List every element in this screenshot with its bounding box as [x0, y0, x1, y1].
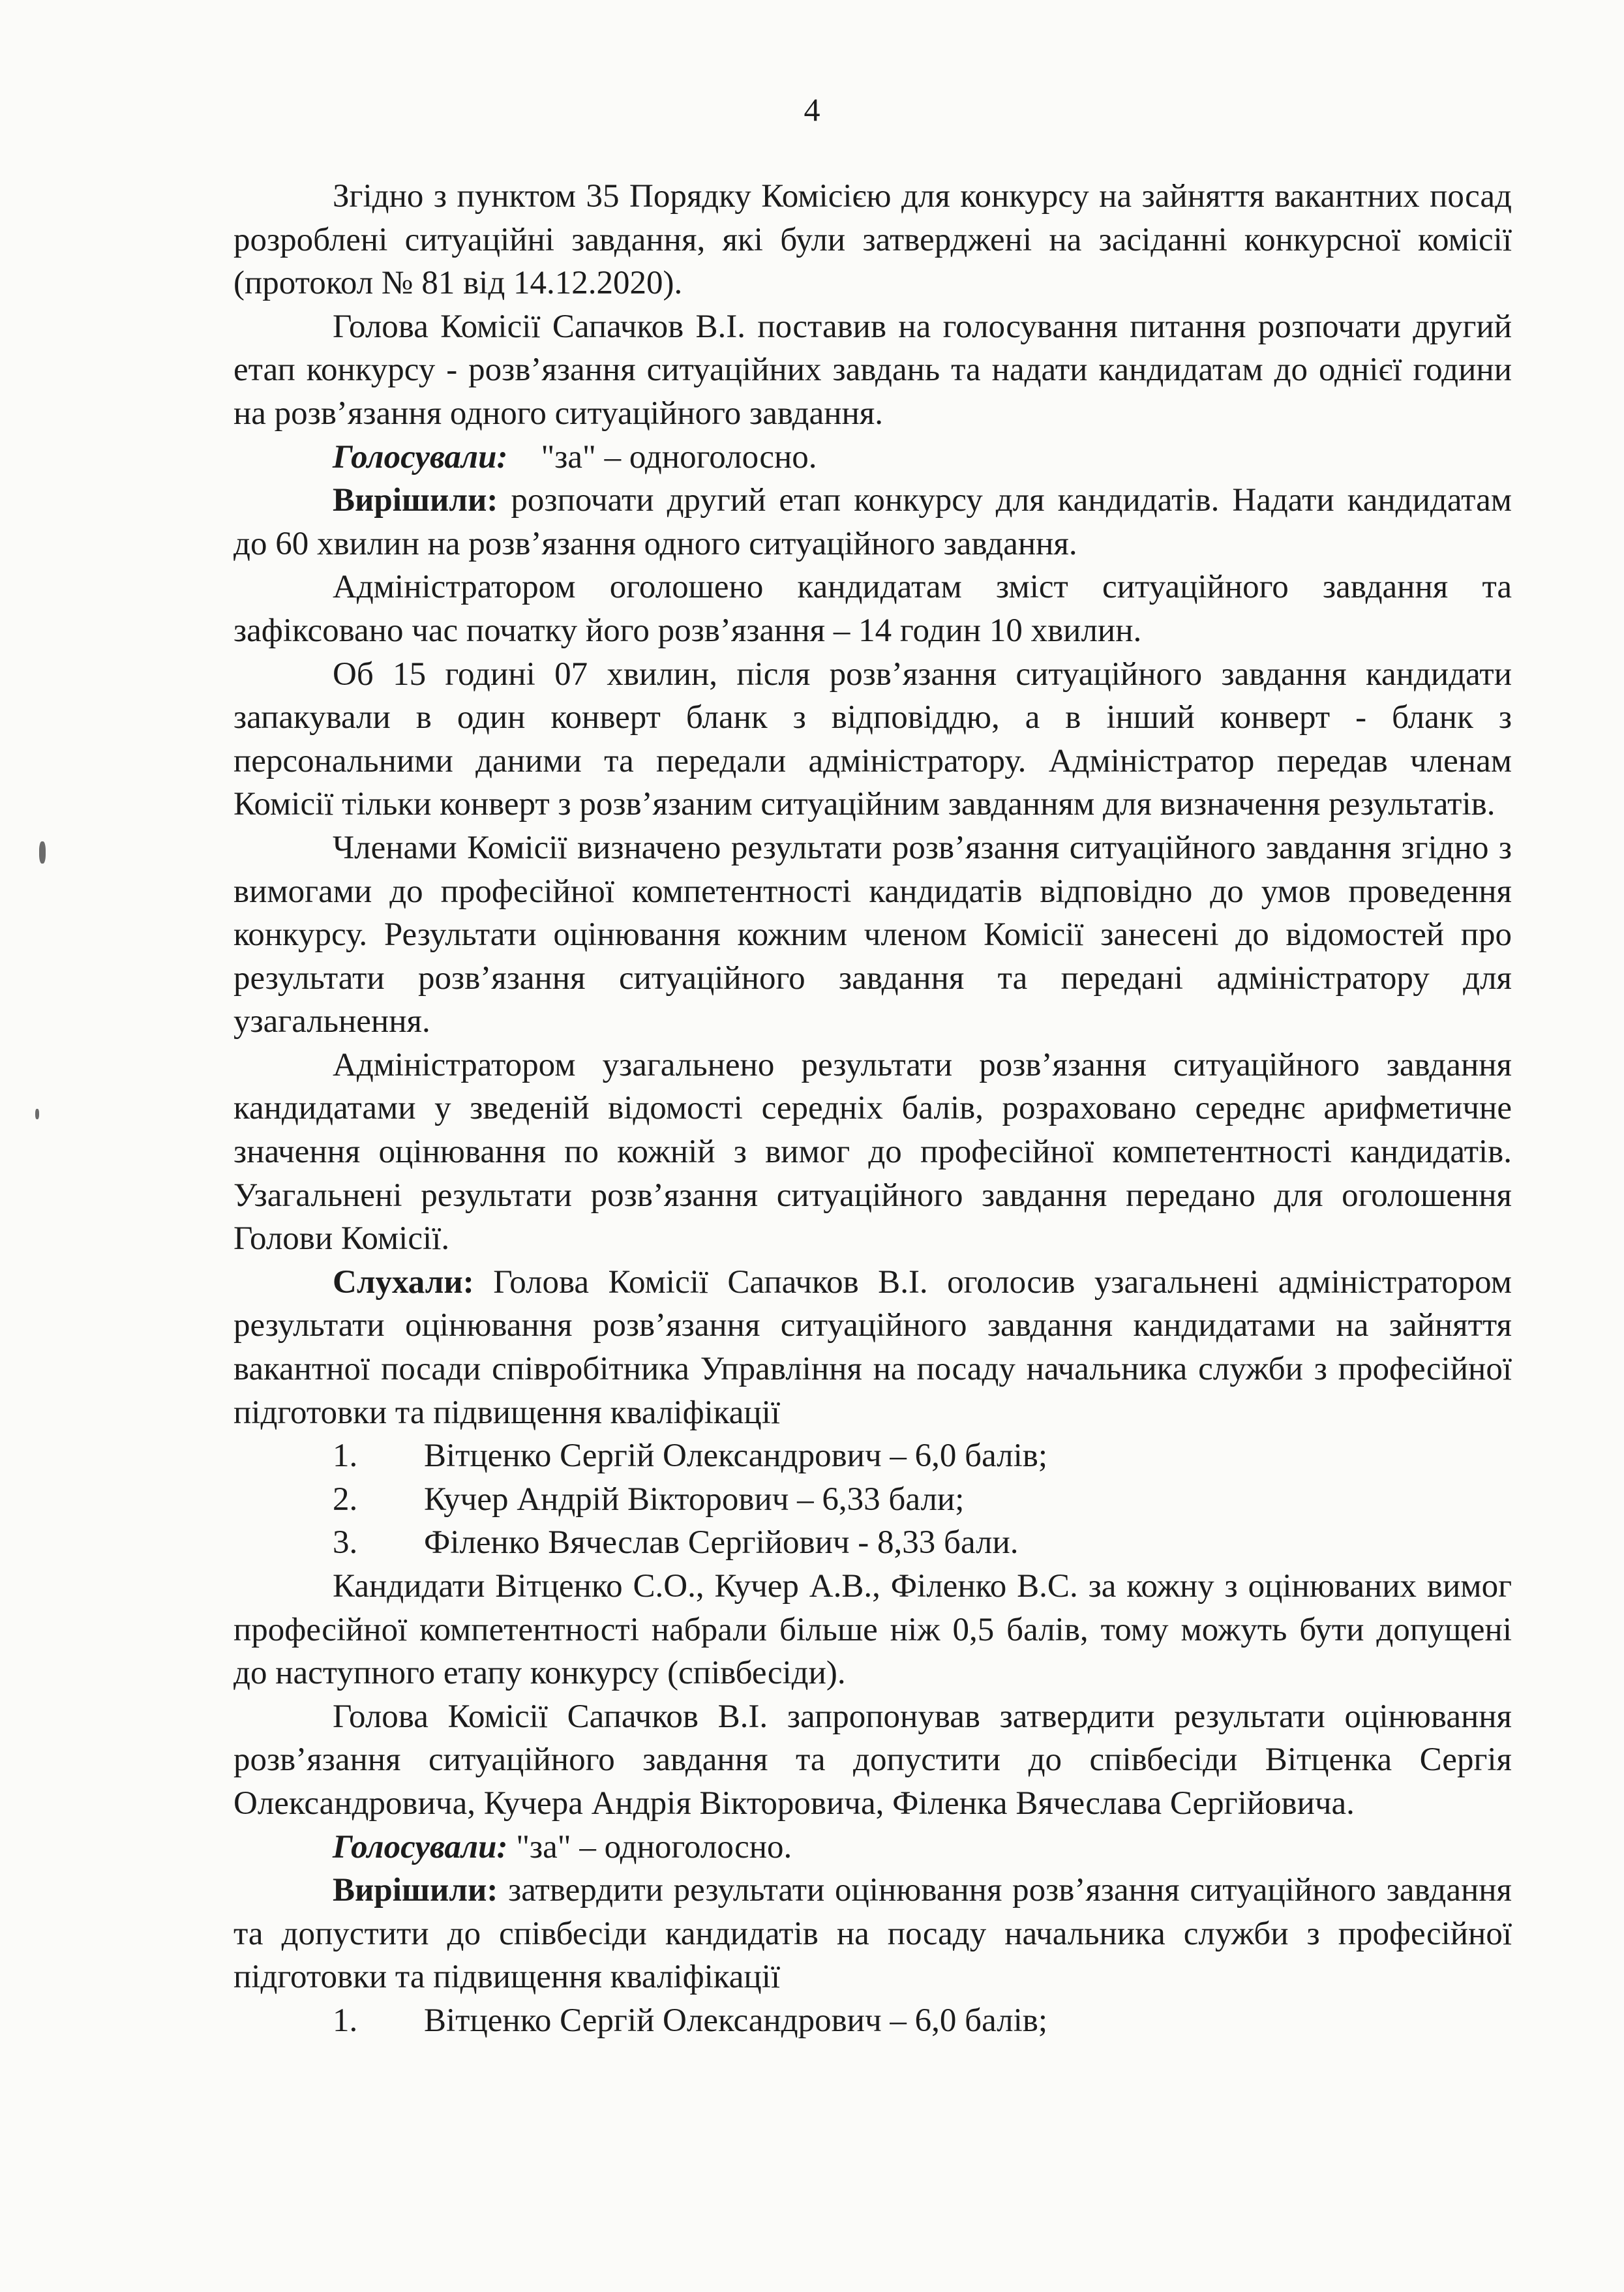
list-text: Кучер Андрій Вікторович – 6,33 бали; [424, 1481, 965, 1518]
decision-label: Вирішили: [333, 1872, 498, 1909]
list-text: Філенко Вячеслав Сергійович - 8,33 бали. [424, 1524, 1019, 1561]
paragraph: Голова Комісії Сапачков В.І. поставив на голосування питання розпочати другий етап конкурсу - розв’язання ситуаційних завдань та надати кандидатам до однієї години на розв’язання одного ситуаційного завдання. [233, 308, 1512, 432]
vote-text: "за" – одноголосно. [516, 1828, 792, 1865]
decision-label: Вирішили: [333, 482, 498, 519]
list-item [233, 1521, 1512, 1565]
scan-mark [39, 841, 46, 864]
paragraph: Згідно з пунктом 35 Порядку Комісією для конкурсу на зайняття вакантних посад розроблені ситуаційні завдання, які були затверджені на засіданні конкурсної комісії (протокол № 81 від 14.12.2020). [233, 178, 1512, 302]
paragraph: Адміністратором узагальнено результати розв’язання ситуаційного завдання кандидатами у зведеній відомості середніх балів, розраховано середнє арифметичне значення оцінювання по кожній з вимог до професійної компетентності кандидатів. Узагальнені результати розв’язання ситуаційного завдання передано для оголошення Голови Комісії. [233, 1046, 1512, 1258]
list-text: Вітценко Сергій Олександрович – 6,0 балів; [424, 1438, 1048, 1475]
heard-label: Слухали: [333, 1263, 474, 1301]
paragraph: Адміністратором оголошено кандидатам зміст ситуаційного завдання та зафіксовано час початку його розв’язання – 14 годин 10 хвилин. [233, 569, 1512, 649]
vote-label: Голосували: [333, 1828, 508, 1865]
list-number: 2. [333, 1481, 358, 1518]
decision-text: розпочати другий етап конкурсу для кандидатів. Надати кандидатам до 60 хвилин на розв’язання одного ситуаційного завдання. [233, 482, 1512, 562]
decision-text: затвердити результати оцінювання розв’язання ситуаційного завдання та допустити до співбесіди кандидатів на посаду начальника служби з професійної підготовки та підвищення кваліфікації [233, 1872, 1512, 1996]
paragraph: Об 15 годині 07 хвилин, після розв’язання ситуаційного завдання кандидати запакували в один конверт бланк з відповіддю, а в інший конверт - бланк з персональними даними та передали адміністратору. Адміністратор передав членам Комісії тільки конверт з розв’язаним ситуаційним завданням для визначення результатів. [233, 656, 1512, 823]
list-item [233, 1999, 1512, 2043]
list-number: 1. [333, 1438, 358, 1475]
list-text: Вітценко Сергій Олександрович – 6,0 балів; [424, 2002, 1048, 2039]
vote-paragraph [233, 436, 1512, 479]
list-number: 1. [333, 2002, 358, 2039]
list-item [233, 1434, 1512, 1478]
vote-text: "за" – одноголосно. [541, 438, 817, 475]
vote-paragraph [233, 1826, 1512, 1869]
admitted-list [233, 1999, 1512, 2043]
paragraph: Членами Комісії визначено результати розв’язання ситуаційного завдання згідно з вимогами до професійної компетентності кандидатів відповідно до умов проведення конкурсу. Результати оцінювання кожним членом Комісії занесені до відомостей про результати розв’язання ситуаційного завдання та передані адміністратору для узагальнення. [233, 829, 1512, 1040]
document-body [233, 175, 1512, 2043]
decision-paragraph [233, 1869, 1512, 1999]
results-list [233, 1434, 1512, 1565]
paragraph: Голова Комісії Сапачков В.І. запропонував затвердити результати оцінювання розв’язання ситуаційного завдання та допустити до співбесіди Вітценка Сергія Олександровича, Кучера Андрія Вікторовича, Філенка Вячеслава Сергійовича. [233, 1698, 1512, 1822]
heard-paragraph [233, 1261, 1512, 1434]
vote-label: Голосували: [333, 438, 508, 475]
scan-mark [35, 1109, 39, 1119]
decision-paragraph [233, 479, 1512, 565]
page-number: 4 [804, 91, 820, 128]
heard-text: Голова Комісії Сапачков В.І. оголосив узагальнені адміністратором результати оцінювання розв’язання ситуаційного завдання кандидатами на зайняття вакантної посади співробітника Управління на посаду начальника служби з професійної підготовки та підвищення кваліфікації [233, 1263, 1512, 1431]
list-item [233, 1478, 1512, 1522]
paragraph: Кандидати Вітценко С.О., Кучер А.В., Філенко В.С. за кожну з оцінюваних вимог професійної компетентності набрали більше ніж 0,5 балів, тому можуть бути допущені до наступного етапу конкурсу (співбесіди). [233, 1568, 1512, 1692]
list-number: 3. [333, 1524, 358, 1561]
